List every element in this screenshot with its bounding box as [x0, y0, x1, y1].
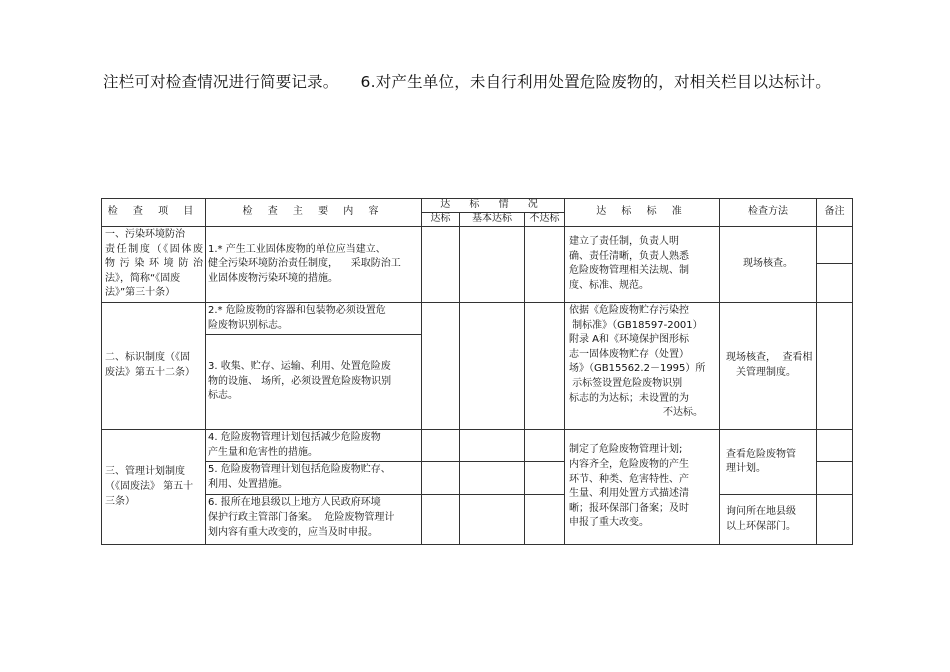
table-row: [102, 227, 853, 264]
remarks-cell[interactable]: [817, 495, 853, 545]
inspection-table: [101, 198, 853, 545]
header-status-met: 达标: [422, 213, 460, 227]
content-cell: 4. 危险废物管理计划包括减少危险废物 产生量和危害性的措施。: [206, 430, 422, 462]
method-cell: 查看危险废物管 理计划。: [720, 430, 817, 495]
status-met-cell[interactable]: [422, 430, 460, 462]
remarks-cell[interactable]: [817, 227, 853, 264]
header-row-1: [102, 199, 853, 213]
status-met-cell[interactable]: [422, 462, 460, 495]
content-cell: 6. 报所在地县级以上地方人民政府环境 保护行政主管部门备案。 危险废物管理计 划内容有重大改变的，应当及时申报。: [206, 495, 422, 545]
remarks-cell[interactable]: [817, 302, 853, 429]
header-item: 检 查 项 目: [102, 199, 206, 227]
remarks-cell[interactable]: [817, 430, 853, 462]
status-met-cell[interactable]: [422, 495, 460, 545]
content-cell: 5. 危险废物管理计划包括危险废物贮存、 利用、处置措施。: [206, 462, 422, 495]
category-cell: 二、标识制度（《固 废法》第五十二条）: [102, 302, 206, 429]
status-basic-cell[interactable]: [460, 227, 525, 303]
standard-cell: 依据《危险废物贮存污染控 制标准》（GB18597-2001） 附录 A和《环境保护图形标 志一固体废物贮存（处置） 场》（GB15562.2－1995）所 示标签设置危险废物识别 标志的为达标；未设置的为 不达标。: [565, 302, 720, 429]
status-basic-cell[interactable]: [460, 302, 525, 429]
note-part-1: 注栏可对检查情况进行简要记录。: [103, 73, 339, 91]
status-basic-cell[interactable]: [460, 462, 525, 495]
status-basic-cell[interactable]: [460, 495, 525, 545]
status-not-cell[interactable]: [525, 462, 565, 495]
content-cell: 2.* 危险废物的容器和包装物必须设置危 险废物识别标志。: [206, 302, 422, 334]
status-not-cell[interactable]: [525, 302, 565, 429]
table-row: [102, 430, 853, 462]
status-not-cell[interactable]: [525, 227, 565, 303]
status-not-cell[interactable]: [525, 430, 565, 462]
category-cell: 三、管理计划制度 （《固废法》 第五十 三条）: [102, 430, 206, 545]
header-content: 检 查 主 要 内 容: [206, 199, 422, 227]
note-part-2: 6.对产生单位，未自行利用处置危险废物的，对相关栏目以达标计。: [360, 73, 832, 91]
top-note: [103, 72, 923, 92]
method-cell: 询问所在地县级 以上环保部门。: [720, 495, 817, 545]
standard-cell: 制定了危险废物管理计划; 内容齐全，危险废物的产生 环节、种类、危害特性、产 生量、利用处置方式描述清 晰；报环保部门备案；及时 申报了重大改变。: [565, 430, 720, 545]
header-method: 检查方法: [720, 199, 817, 227]
header-status-basic: 基本达标: [460, 213, 525, 227]
standard-cell: 建立了责任制，负责人明 确、责任清晰，负责人熟悉 危险废物管理相关法规、制 度、标准、规范。: [565, 227, 720, 303]
status-met-cell[interactable]: [422, 302, 460, 429]
header-status-not: 不达标: [525, 213, 565, 227]
remarks-cell[interactable]: [817, 462, 853, 495]
content-cell: 3. 收集、贮存、运输、利用、处置危险废 物的设施、 场所，必须设置危险废物识别 标志。: [206, 335, 422, 430]
remarks-cell[interactable]: [817, 263, 853, 302]
header-status: 达 标 情 况: [422, 199, 565, 213]
header-standard: 达 标 标 准: [565, 199, 720, 227]
method-cell: 现场核查。: [720, 227, 817, 303]
table-row: [102, 495, 853, 545]
header-remarks: 备注: [817, 199, 853, 227]
content-cell: 1.* 产生工业固体废物的单位应当建立、 健全污染环境防治责任制度， 采取防治工 业固体废物污染环境的措施。: [206, 227, 422, 303]
status-basic-cell[interactable]: [460, 430, 525, 462]
category-cell: 一、污染环境防治 责任制度（《固体废 物污染环境防治 法》，简称“《固废 法》”第三十条）: [102, 227, 206, 303]
method-cell: 现场核查， 查看相 关管理制度。: [720, 302, 817, 429]
table-row: [102, 302, 853, 334]
status-not-cell[interactable]: [525, 495, 565, 545]
status-met-cell[interactable]: [422, 227, 460, 303]
